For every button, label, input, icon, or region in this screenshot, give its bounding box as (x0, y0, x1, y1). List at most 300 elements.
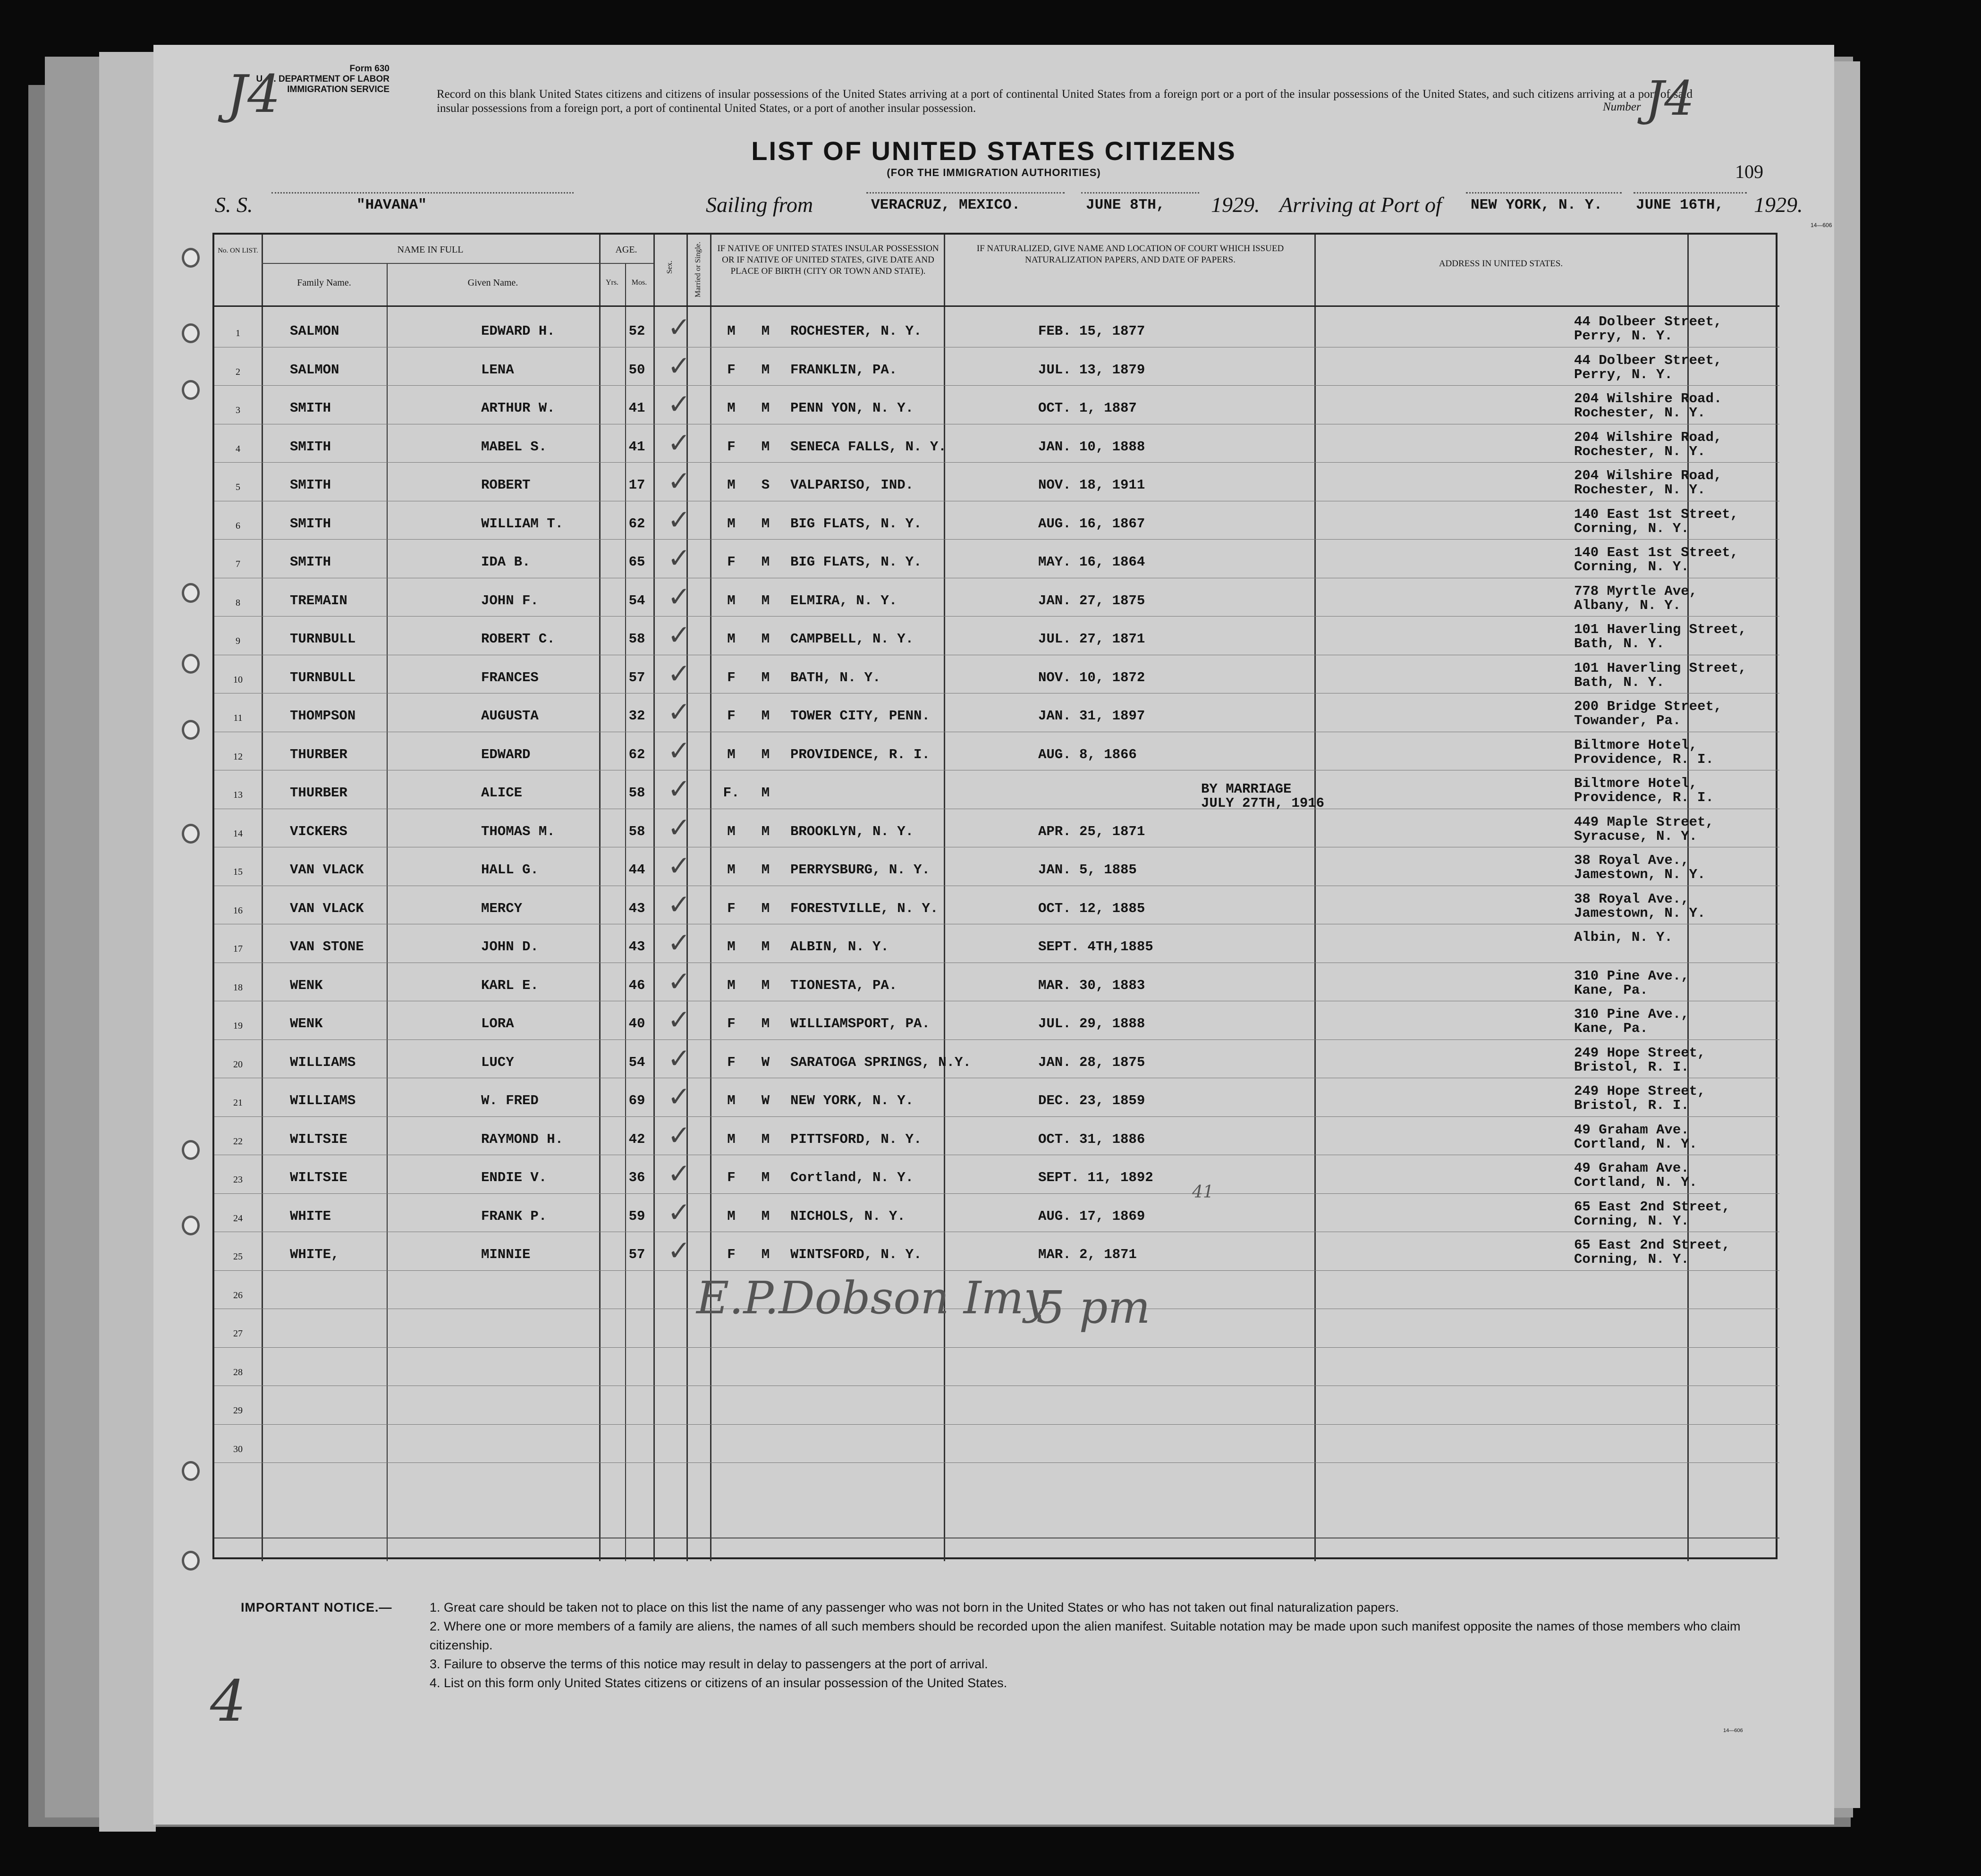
row-number: 26 (233, 1290, 243, 1301)
row-number: 23 (233, 1175, 243, 1185)
table-row (214, 579, 1779, 617)
birth-place: PITTSFORD, N. Y. (790, 1131, 922, 1147)
birth-date: JUL. 13, 1879 (1038, 362, 1145, 378)
row-number: 5 (236, 482, 240, 492)
age-years: 41 (628, 439, 645, 455)
form-service: IMMIGRATION SERVICE (287, 85, 389, 94)
given-name: ROBERT (481, 477, 531, 493)
table-row (214, 1002, 1779, 1039)
family-name: TURNBULL (290, 631, 356, 647)
form-code: 14—606 (1811, 222, 1832, 228)
address-line: 38 Royal Ave., (1574, 891, 1689, 907)
address-line: 204 Wilshire Road, (1574, 429, 1722, 445)
address-line: 310 Pine Ave., (1574, 968, 1689, 984)
row-number: 11 (233, 713, 243, 723)
important-notice (241, 1598, 1799, 1690)
birth-date: AUG. 17, 1869 (1038, 1208, 1145, 1224)
sex: F (727, 554, 736, 570)
marital-status: M (761, 1016, 770, 1031)
ss-label: S. S. (215, 193, 253, 217)
check-mark-icon: ✓ (668, 580, 691, 613)
address-line: Bristol, R. I. (1574, 1098, 1689, 1113)
birth-date: OCT. 1, 1887 (1038, 400, 1137, 416)
birth-place: BIG FLATS, N. Y. (790, 554, 922, 570)
family-name: WHITE (290, 1208, 331, 1224)
marital-status: M (761, 669, 770, 685)
birth-place: WILLIAMSPORT, PA. (790, 1016, 930, 1031)
address-line: 140 East 1st Street, (1574, 545, 1739, 560)
table-row (214, 810, 1779, 847)
row-number: 21 (233, 1098, 243, 1108)
address-line: 38 Royal Ave., (1574, 853, 1689, 868)
given-name: JOHN D. (481, 939, 539, 955)
check-mark-icon: ✓ (668, 1004, 691, 1036)
marital-status: M (761, 592, 770, 608)
given-name: EDWARD (481, 746, 531, 762)
marital-status: M (761, 400, 770, 416)
address-line: Providence, R. I. (1574, 751, 1714, 767)
manifest-page (153, 45, 1834, 1825)
check-mark-icon: ✓ (668, 888, 691, 921)
check-mark-icon: ✓ (668, 811, 691, 844)
address (1574, 623, 1746, 651)
address (1574, 507, 1738, 536)
row-number: 14 (233, 828, 243, 839)
birth-date: NOV. 10, 1872 (1038, 669, 1145, 685)
binding-hole (182, 720, 200, 740)
address (1574, 777, 1714, 805)
address-line: Perry, N. Y. (1574, 366, 1673, 382)
age-years: 43 (628, 900, 645, 916)
marital-status: M (761, 1131, 770, 1147)
sex: F (727, 1016, 736, 1031)
marital-status: M (761, 439, 770, 455)
address (1574, 1161, 1697, 1190)
table-row (214, 1233, 1779, 1270)
address (1574, 315, 1722, 343)
family-name: WILLIAMS (290, 1093, 356, 1108)
address-line: 449 Maple Street, (1574, 814, 1714, 830)
family-name: TURNBULL (290, 669, 356, 685)
sex: F (727, 1247, 736, 1262)
notice-item-4: 4. List on this form only United States citizens or citizens of an insular possession of the United States. (430, 1676, 1007, 1690)
table-row (214, 309, 1779, 347)
address (1574, 1123, 1697, 1151)
address-line: Perry, N. Y. (1574, 328, 1673, 344)
birth-place: BATH, N. Y. (790, 669, 881, 685)
naturalization-info (1201, 782, 1324, 811)
address (1574, 853, 1705, 882)
birth-place: PERRYSBURG, N. Y. (790, 862, 930, 878)
header-mos: Mos. (631, 279, 647, 287)
handwritten-time: 5 pm (1036, 1282, 1151, 1334)
age-years: 69 (628, 1093, 645, 1108)
given-name: IDA B. (481, 554, 531, 570)
address-line: 204 Wilshire Road. (1574, 391, 1722, 406)
birth-place: ROCHESTER, N. Y. (790, 323, 922, 339)
age-years: 41 (628, 400, 645, 416)
table-row (214, 1348, 1779, 1386)
birth-date: MAR. 2, 1871 (1038, 1247, 1137, 1262)
address-line: Rochester, N. Y. (1574, 443, 1706, 459)
header-yrs: Yrs. (605, 279, 619, 287)
table-row (214, 425, 1779, 463)
table-row (214, 463, 1779, 501)
table-row (214, 1079, 1779, 1116)
address-line: Biltmore Hotel, (1574, 737, 1698, 753)
address-line: 249 Hope Street, (1574, 1045, 1706, 1061)
given-name: LUCY (481, 1054, 514, 1070)
address-line: Bath, N. Y. (1574, 636, 1665, 651)
row-number: 20 (233, 1059, 243, 1070)
age-years: 58 (628, 785, 645, 801)
given-name: RAYMOND H. (481, 1131, 564, 1147)
birth-place: BIG FLATS, N. Y. (790, 515, 922, 532)
marital-status: M (761, 785, 770, 801)
given-name: MINNIE (481, 1247, 531, 1262)
sex: M (727, 862, 736, 878)
header-address: ADDRESS IN UNITED STATES. (1439, 259, 1563, 269)
table-row (214, 771, 1779, 809)
marital-status: M (761, 323, 770, 339)
sex: M (727, 631, 736, 647)
header-no: No. ON LIST. (218, 247, 258, 254)
family-name: WHITE, (290, 1247, 339, 1262)
family-name: WENK (290, 977, 323, 993)
row-number: 24 (233, 1213, 243, 1224)
check-mark-icon: ✓ (668, 850, 691, 882)
age-years: 46 (628, 977, 645, 993)
age-years: 36 (628, 1170, 645, 1185)
birth-date: JAN. 27, 1875 (1038, 592, 1145, 608)
address-line: Cortland, N. Y. (1574, 1175, 1698, 1190)
marital-status: M (761, 362, 770, 378)
address (1574, 1007, 1689, 1036)
birth-date: OCT. 31, 1886 (1038, 1131, 1145, 1147)
check-mark-icon: ✓ (668, 773, 691, 805)
birth-place: NEW YORK, N. Y. (790, 1093, 914, 1108)
address (1574, 738, 1714, 767)
address-line: 65 East 2nd Street, (1574, 1237, 1730, 1253)
row-number: 16 (233, 905, 243, 916)
address-line: 44 Dolbeer Street, (1574, 352, 1722, 368)
row-number: 9 (236, 636, 240, 646)
check-mark-icon: ✓ (668, 657, 691, 690)
check-mark-icon: ✓ (668, 349, 691, 382)
check-mark-icon: ✓ (668, 1081, 691, 1113)
birth-place: FRANKLIN, PA. (790, 362, 897, 378)
address-line: Syracuse, N. Y. (1574, 828, 1698, 844)
check-mark-icon: ✓ (668, 503, 691, 536)
check-mark-icon: ✓ (668, 465, 691, 497)
sailing-label: Sailing from (706, 193, 813, 217)
birth-place: CAMPBELL, N. Y. (790, 631, 914, 647)
sex: M (727, 1093, 736, 1108)
address (1574, 815, 1714, 844)
binding-hole (182, 583, 200, 603)
birth-date: JAN. 31, 1897 (1038, 708, 1145, 724)
check-mark-icon: ✓ (668, 1042, 691, 1074)
sex: M (727, 515, 736, 532)
age-years: 52 (628, 323, 645, 339)
birth-place: SENECA FALLS, N. Y. (790, 439, 947, 455)
table-row (214, 502, 1779, 540)
page-subtitle: (FOR THE IMMIGRATION AUTHORITIES) (887, 167, 1101, 178)
family-name: SMITH (290, 439, 331, 455)
birth-place: FORESTVILLE, N. Y. (790, 900, 939, 916)
birth-date: OCT. 12, 1885 (1038, 900, 1145, 916)
naturalization-line: BY MARRIAGE (1201, 781, 1292, 797)
address-line: 101 Haverling Street, (1574, 660, 1747, 676)
sex: M (727, 746, 736, 762)
row-number: 6 (236, 520, 240, 531)
given-name: FRANCES (481, 669, 539, 685)
address (1574, 930, 1673, 945)
notice-item-2: 2. Where one or more members of a family are aliens, the names of all such members should be recorded upon the alien manifest. Suitable notation may be made upon such manifest opposite the names of those members who claim citizenship. (430, 1619, 1741, 1652)
address-line: Corning, N. Y. (1574, 559, 1689, 575)
marital-status: M (761, 823, 770, 839)
age-years: 59 (628, 1208, 645, 1224)
address (1574, 969, 1689, 997)
header-family: Family Name. (297, 278, 351, 288)
table-row (214, 733, 1779, 770)
family-name: WENK (290, 1016, 323, 1031)
age-years: 44 (628, 862, 645, 878)
birth-date: FEB. 15, 1877 (1038, 323, 1145, 339)
address-line: Corning, N. Y. (1574, 520, 1689, 536)
address (1574, 469, 1722, 497)
check-mark-icon: ✓ (668, 388, 691, 420)
age-years: 50 (628, 362, 645, 378)
birth-date: NOV. 18, 1911 (1038, 477, 1145, 493)
sex: M (727, 323, 736, 339)
check-mark-icon: ✓ (668, 311, 691, 343)
table-row (214, 1194, 1779, 1232)
address (1574, 661, 1746, 690)
address (1574, 700, 1722, 728)
address-line: Bristol, R. I. (1574, 1059, 1689, 1075)
address-line: Corning, N. Y. (1574, 1251, 1689, 1267)
address (1574, 1046, 1705, 1074)
year-1: 1929. (1211, 193, 1260, 217)
birth-date: SEPT. 11, 1892 (1038, 1170, 1153, 1185)
year-2: 1929. (1754, 193, 1803, 217)
address (1574, 892, 1705, 921)
header-naturalized: IF NATURALIZED, GIVE NAME AND LOCATION OF COURT WHICH ISSUED NATURALIZATION PAPERS, AND DATE OF PAPERS. (976, 244, 1284, 265)
address (1574, 392, 1722, 420)
check-mark-icon: ✓ (668, 965, 691, 997)
sex: F (727, 669, 736, 685)
table-row (214, 540, 1779, 578)
sex: F (727, 1170, 736, 1185)
age-years: 57 (628, 1247, 645, 1262)
marital-status: W (761, 1054, 770, 1070)
given-name: LORA (481, 1016, 514, 1031)
age-years: 43 (628, 939, 645, 955)
sex: F. (723, 785, 740, 801)
binding-hole (182, 380, 200, 400)
given-name: JOHN F. (481, 592, 539, 608)
row-number: 10 (233, 674, 243, 685)
intro-paragraph: Record on this blank United States citizens and citizens of insular possessions of the United States arriving at a port of continental United States from a foreign port or a port of the insular possessions of the United States, and such citizens arriving at a port of said insular possessions from a foreign port, a port of continental United States, or a port of another insular possession. (437, 88, 1693, 115)
row-number: 3 (236, 405, 240, 415)
naturalization-line: JULY 27TH, 1916 (1201, 795, 1325, 811)
form-number: Form 630 (349, 64, 389, 74)
binding-hole (182, 1216, 200, 1235)
family-name: WILTSIE (290, 1131, 347, 1147)
table-row (214, 925, 1779, 963)
number-label: Number (1603, 101, 1641, 113)
address-line: Kane, Pa. (1574, 1021, 1648, 1036)
family-name: TREMAIN (290, 592, 347, 608)
binding-hole (182, 824, 200, 844)
row-number: 29 (233, 1405, 243, 1416)
address-line: 65 East 2nd Street, (1574, 1199, 1730, 1215)
birth-date: JAN. 10, 1888 (1038, 439, 1145, 455)
birth-place: VALPARISO, IND. (790, 477, 914, 493)
page-number: 109 (1735, 161, 1763, 182)
given-name: KARL E. (481, 977, 539, 993)
age-years: 58 (628, 631, 645, 647)
header-name: NAME IN FULL (397, 245, 464, 255)
handwritten-signature: E.P.Dobson Imy (696, 1272, 1050, 1324)
voyage-line (215, 192, 1829, 220)
header-sex: Sex. (666, 261, 674, 274)
table-row (214, 1117, 1779, 1155)
table-row (214, 1156, 1779, 1193)
age-years: 54 (628, 1054, 645, 1070)
birth-date: DEC. 23, 1859 (1038, 1093, 1145, 1108)
row-number: 13 (233, 790, 243, 800)
birth-place: TOWER CITY, PENN. (790, 708, 930, 724)
row-number: 8 (236, 597, 240, 608)
binding-hole (182, 1551, 200, 1571)
birth-date: AUG. 16, 1867 (1038, 515, 1145, 532)
arriving-label: Arriving at Port of (1279, 193, 1442, 217)
given-name: W. FRED (481, 1093, 539, 1108)
birth-place: TIONESTA, PA. (790, 977, 897, 993)
sex: M (727, 477, 736, 493)
birth-place: PROVIDENCE, R. I. (790, 746, 930, 762)
age-years: 54 (628, 592, 645, 608)
given-name: WILLIAM T. (481, 515, 564, 532)
address (1574, 431, 1722, 459)
table-row (214, 848, 1779, 886)
address-line: 49 Graham Ave. (1574, 1122, 1689, 1138)
address-line: Albin, N. Y. (1574, 930, 1673, 945)
marital-status: M (761, 746, 770, 762)
age-years: 58 (628, 823, 645, 839)
row-number: 18 (233, 982, 243, 993)
check-mark-icon: ✓ (668, 1158, 691, 1190)
check-mark-icon: ✓ (668, 542, 691, 574)
age-years: 62 (628, 746, 645, 762)
given-name: MERCY (481, 900, 523, 916)
address-line: Jamestown, N. Y. (1574, 867, 1706, 882)
page-edge-right (1832, 61, 1860, 1808)
age-years: 65 (628, 554, 645, 570)
family-name: WILTSIE (290, 1170, 347, 1185)
row-number: 27 (233, 1328, 243, 1339)
birth-place: Cortland, N. Y. (790, 1170, 914, 1185)
birth-place: ALBIN, N. Y. (790, 939, 889, 955)
family-name: THURBER (290, 746, 347, 762)
address-line: 778 Myrtle Ave, (1574, 583, 1698, 599)
given-name: LENA (481, 362, 514, 378)
binding-hole (182, 1461, 200, 1481)
check-mark-icon: ✓ (668, 734, 691, 767)
address-line: 44 Dolbeer Street, (1574, 314, 1722, 330)
given-name: HALL G. (481, 862, 539, 878)
marital-status: M (761, 708, 770, 724)
table-row (214, 386, 1779, 424)
sex: F (727, 900, 736, 916)
given-name: ENDIE V. (481, 1170, 547, 1185)
ship-name: "HAVANA" (356, 197, 427, 213)
marital-status: S (761, 477, 770, 493)
address (1574, 584, 1697, 613)
family-name: SALMON (290, 323, 339, 339)
given-name: ROBERT C. (481, 631, 555, 647)
page-edge-left (99, 52, 156, 1832)
age-years: 17 (628, 477, 645, 493)
table-row (214, 348, 1779, 386)
address (1574, 354, 1722, 382)
given-name: EDWARD H. (481, 323, 555, 339)
address (1574, 1084, 1705, 1113)
birth-place: PENN YON, N. Y. (790, 400, 914, 416)
family-name: VICKERS (290, 823, 347, 839)
family-name: SMITH (290, 554, 331, 570)
birth-date: MAR. 30, 1883 (1038, 977, 1145, 993)
family-name: VAN VLACK (290, 862, 364, 878)
binding-hole (182, 1140, 200, 1160)
check-mark-icon: ✓ (668, 619, 691, 651)
row-number: 19 (233, 1021, 243, 1031)
row-number: 15 (233, 867, 243, 877)
birth-date: SEPT. 4TH,1885 (1038, 939, 1153, 955)
header-birth: IF NATIVE OF UNITED STATES INSULAR POSSESSION OR IF NATIVE OF UNITED STATES, GIVE DATE AND PLACE OF BIRTH (CITY OR TOWN AND STATE). (717, 244, 939, 276)
handwritten-margin-mark: 41 (1192, 1183, 1214, 1202)
notice-label: IMPORTANT NOTICE.— (241, 1600, 392, 1614)
check-mark-icon: ✓ (668, 426, 691, 459)
header-age: AGE. (615, 245, 637, 255)
check-mark-icon: ✓ (668, 1196, 691, 1228)
age-years: 62 (628, 515, 645, 532)
check-mark-icon: ✓ (668, 696, 691, 728)
age-years: 32 (628, 708, 645, 724)
given-name: ARTHUR W. (481, 400, 555, 416)
row-number: 7 (236, 559, 240, 569)
sex: M (727, 939, 736, 955)
table-row (214, 963, 1779, 1001)
row-number: 22 (233, 1136, 243, 1147)
marital-status: M (761, 1170, 770, 1185)
arrival-port: NEW YORK, N. Y. (1471, 197, 1603, 213)
check-mark-icon: ✓ (668, 1119, 691, 1151)
sex: F (727, 708, 736, 724)
given-name: FRANK P. (481, 1208, 547, 1224)
row-number: 28 (233, 1367, 243, 1377)
notice-item-1: 1. Great care should be taken not to place on this list the name of any passenger who was not born in the United States or who has not taken out final naturalization papers. (430, 1600, 1399, 1614)
birth-place: BROOKLYN, N. Y. (790, 823, 914, 839)
handwritten-left-mark: J4 (227, 64, 281, 124)
table-row (214, 1386, 1779, 1424)
table-row (214, 887, 1779, 924)
check-mark-icon: ✓ (668, 1234, 691, 1267)
address-line: Providence, R. I. (1574, 790, 1714, 805)
address (1574, 1200, 1730, 1228)
